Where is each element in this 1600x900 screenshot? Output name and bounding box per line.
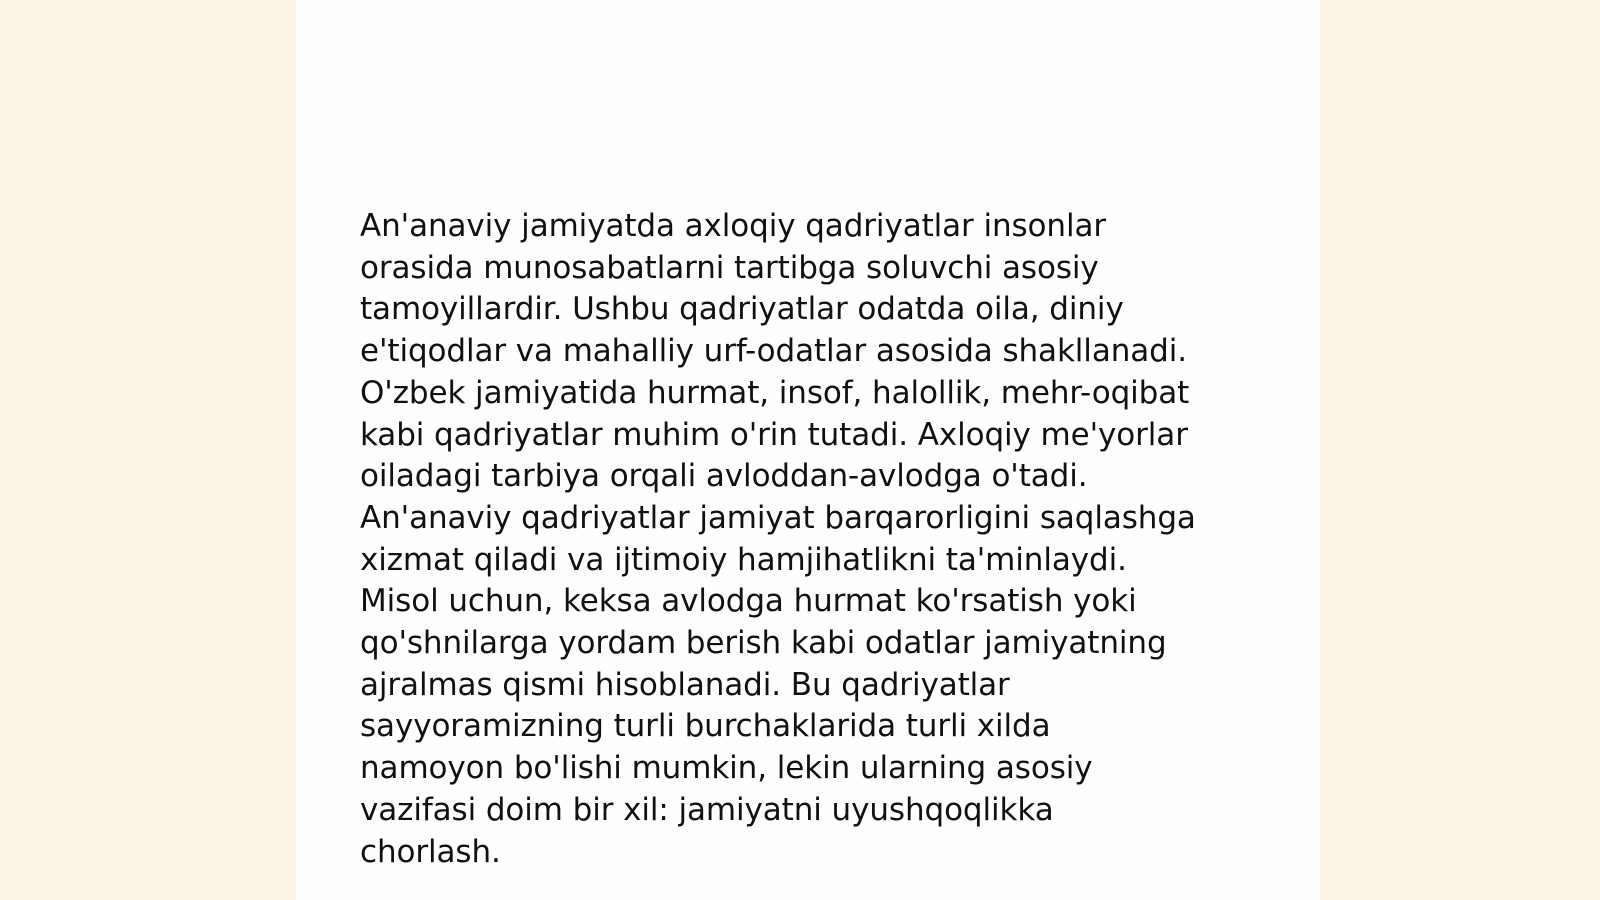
paragraph-line-10: Misol uchun, keksa avlodga hurmat ko'rsatish yoki bbox=[360, 583, 1137, 620]
paragraph-line-8: An'anaviy qadriyatlar jamiyat barqarorligini saqlashga bbox=[360, 499, 1196, 536]
document-page bbox=[296, 0, 1320, 900]
paragraph-line-2: orasida munosabatlarni tartibga soluvchi asosiy bbox=[360, 249, 1099, 286]
paragraph-line-5: O'zbek jamiyatida hurmat, insof, halollik, mehr-oqibat bbox=[360, 374, 1190, 411]
paragraph-line-14: namoyon bo'lishi mumkin, lekin ularning asosiy bbox=[360, 750, 1093, 787]
paragraph-line-9: xizmat qiladi va ijtimoiy hamjihatlikni ta'minlaydi. bbox=[360, 541, 1127, 578]
paragraph-line-12: ajralmas qismi hisoblanadi. Bu qadriyatlar bbox=[360, 666, 1010, 703]
paragraph-line-7: oiladagi tarbiya orqali avloddan-avlodga o'tadi. bbox=[360, 458, 1088, 495]
paragraph-line-6: kabi qadriyatlar muhim o'rin tutadi. Axloqiy me'yorlar bbox=[360, 416, 1188, 453]
paragraph-line-13: sayyoramizning turli burchaklarida turli xilda bbox=[360, 708, 1051, 745]
paragraph-line-15: vazifasi doim bir xil: jamiyatni uyushqoqlikka bbox=[360, 791, 1054, 828]
paragraph-line-1: An'anaviy jamiyatda axloqiy qadriyatlar insonlar bbox=[360, 208, 1107, 244]
paragraph-line-4: e'tiqodlar va mahalliy urf-odatlar asosida shakllanadi. bbox=[360, 333, 1188, 370]
paragraph-line-3: tamoyillardir. Ushbu qadriyatlar odatda oila, diniy bbox=[360, 291, 1124, 328]
body-paragraph bbox=[360, 206, 1240, 873]
paragraph-line-16: chorlash. bbox=[360, 833, 501, 870]
paragraph-line-11: qo'shnilarga yordam berish kabi odatlar jamiyatning bbox=[360, 625, 1167, 662]
